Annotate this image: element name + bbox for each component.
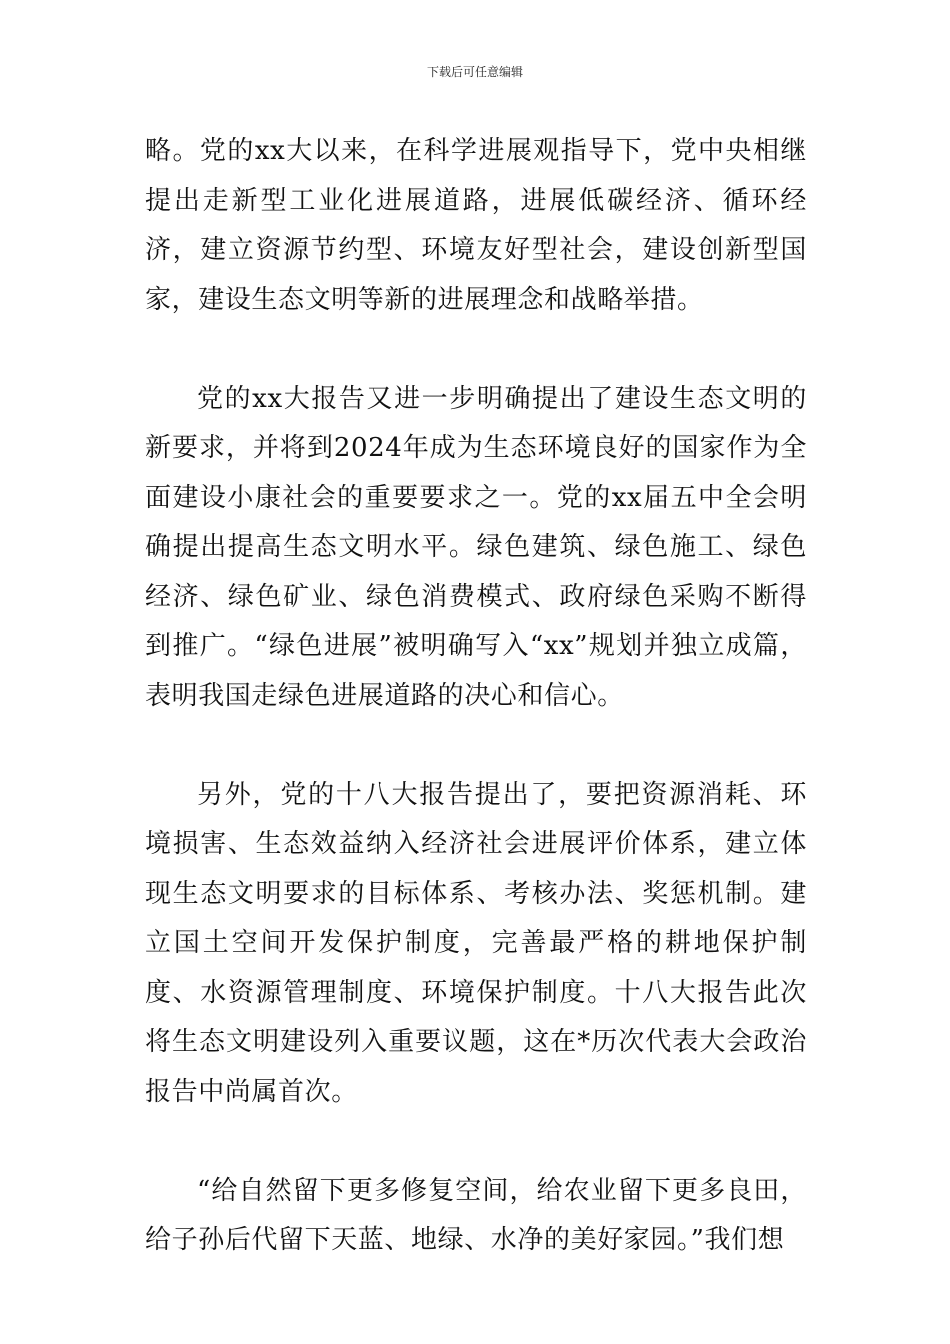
document-body (145, 127, 807, 1266)
page-header: 下载后可任意编辑 (426, 65, 523, 79)
paragraph-2: 党的xx大报告又进一步明确提出了建设生态文明的新要求，并将到2024年成为生态环境良好的国家作为全面建设小康社会的重要要求之一。党的xx届五中全会明确提出提高生态文明水平。绿色建筑、绿色施工、绿色经济、绿色矿业、绿色消费模式、政府绿色采购不断得到推广。“绿色进展”被明确写入“xx”规划并独立成篇，表明我国走绿色进展道路的决心和信心。 (145, 383, 807, 711)
paragraph-3: 另外，党的十八大报告提出了，要把资源消耗、环境损害、生态效益纳入经济社会进展评价体系，建立体现生态文明要求的目标体系、考核办法、奖惩机制。建立国土空间开发保护制度，完善最严格的耕地保护制度、水资源管理制度、环境保护制度。十八大报告此次将生态文明建设列入重要议题，这在*历次代表大会政治报告中尚属首次。 (145, 779, 807, 1107)
paragraph-4: “给自然留下更多修复空间，给农业留下更多良田，给子孙后代留下天蓝、地绿、水净的美好家园。”我们想 (145, 1175, 807, 1255)
paragraph-1: 略。党的xx大以来，在科学进展观指导下，党中央相继提出走新型工业化进展道路，进展低碳经济、循环经济，建立资源节约型、环境友好型社会，建设创新型国家，建设生态文明等新的进展理念和战略举措。 (145, 136, 807, 315)
